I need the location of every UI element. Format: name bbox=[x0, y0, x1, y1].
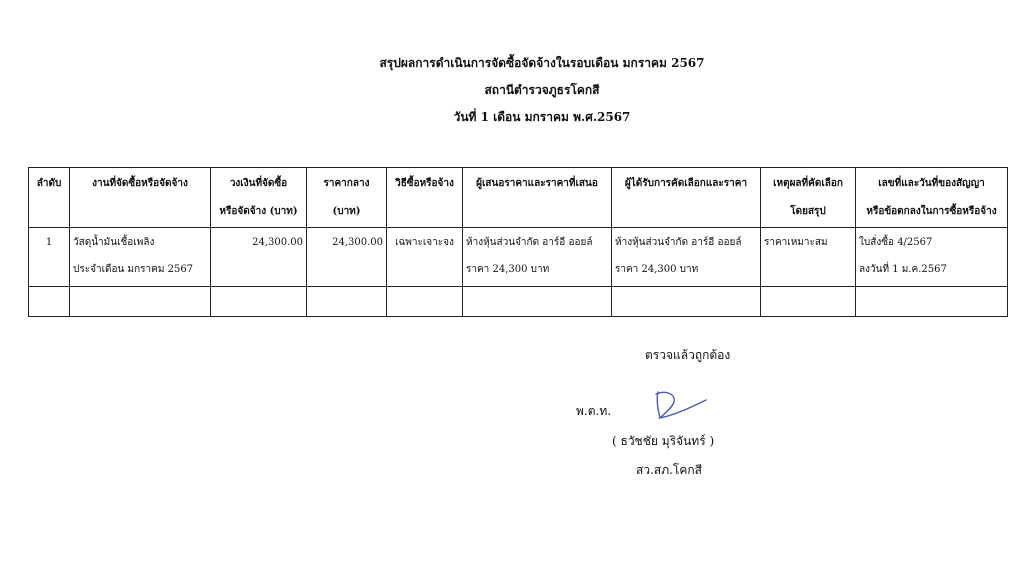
report-header bbox=[0, 50, 1024, 131]
col-header-method: วิธีซื้อหรือจ้าง bbox=[387, 168, 463, 228]
procurement-table bbox=[28, 167, 1008, 317]
report-title: สรุปผลการดำเนินการจัดซื้อจัดจ้างในรอบเดือน มกราคม 2567 bbox=[379, 56, 705, 70]
cell-budget: 24,300.00 bbox=[211, 228, 307, 287]
signature-scribble-icon bbox=[650, 386, 710, 426]
signer-name: ( ธวัชชัย มุริจันทร์ ) bbox=[612, 434, 715, 448]
table-header-row bbox=[29, 168, 1008, 228]
cell-contract: ใบสั่งซื้อ 4/2567 ลงวันที่ 1 ม.ค.2567 bbox=[856, 228, 1008, 287]
table-row bbox=[29, 228, 1008, 287]
col-header-no: ลำดับ bbox=[29, 168, 70, 228]
cell-no: 1 bbox=[29, 228, 70, 287]
col-header-bidders: ผู้เสนอราคาและราคาที่เสนอ bbox=[463, 168, 612, 228]
signer-position: สว.สภ.โคกสี bbox=[636, 463, 702, 477]
cell-bidder: ห้างหุ้นส่วนจำกัด อาร์อี ออยล์ ราคา 24,300 บาท bbox=[463, 228, 612, 287]
cell-method: เฉพาะเจาะจง bbox=[387, 228, 463, 287]
cell-median-price: 24,300.00 bbox=[307, 228, 387, 287]
col-header-item: งานที่จัดซื้อหรือจัดจ้าง bbox=[70, 168, 211, 228]
cell-item: วัสดุน้ำมันเชื้อเพลิง ประจำเดือน มกราคม 2567 bbox=[70, 228, 211, 287]
cell-reason: ราคาเหมาะสม bbox=[761, 228, 856, 287]
agency-name: สถานีตำรวจภูธรโคกสี bbox=[484, 83, 600, 97]
col-header-contract: เลขที่และวันที่ของสัญญา หรือข้อตกลงในการซื้อหรือจ้าง bbox=[856, 168, 1008, 228]
col-header-budget: วงเงินที่จัดซื้อ หรือจัดจ้าง (บาท) bbox=[211, 168, 307, 228]
col-header-reason: เหตุผลที่คัดเลือก โดยสรุป bbox=[761, 168, 856, 228]
signer-rank: พ.ต.ท. bbox=[576, 404, 612, 418]
cell-winner: ห้างหุ้นส่วนจำกัด อาร์อี ออยล์ ราคา 24,300 บาท bbox=[612, 228, 761, 287]
empty-row bbox=[29, 287, 1008, 317]
col-header-median-price: ราคากลาง (บาท) bbox=[307, 168, 387, 228]
col-header-winner: ผู้ได้รับการคัดเลือกและราคา bbox=[612, 168, 761, 228]
verified-text: ตรวจแล้วถูกต้อง bbox=[645, 348, 731, 362]
report-date: วันที่ 1 เดือน มกราคม พ.ศ.2567 bbox=[453, 110, 631, 124]
